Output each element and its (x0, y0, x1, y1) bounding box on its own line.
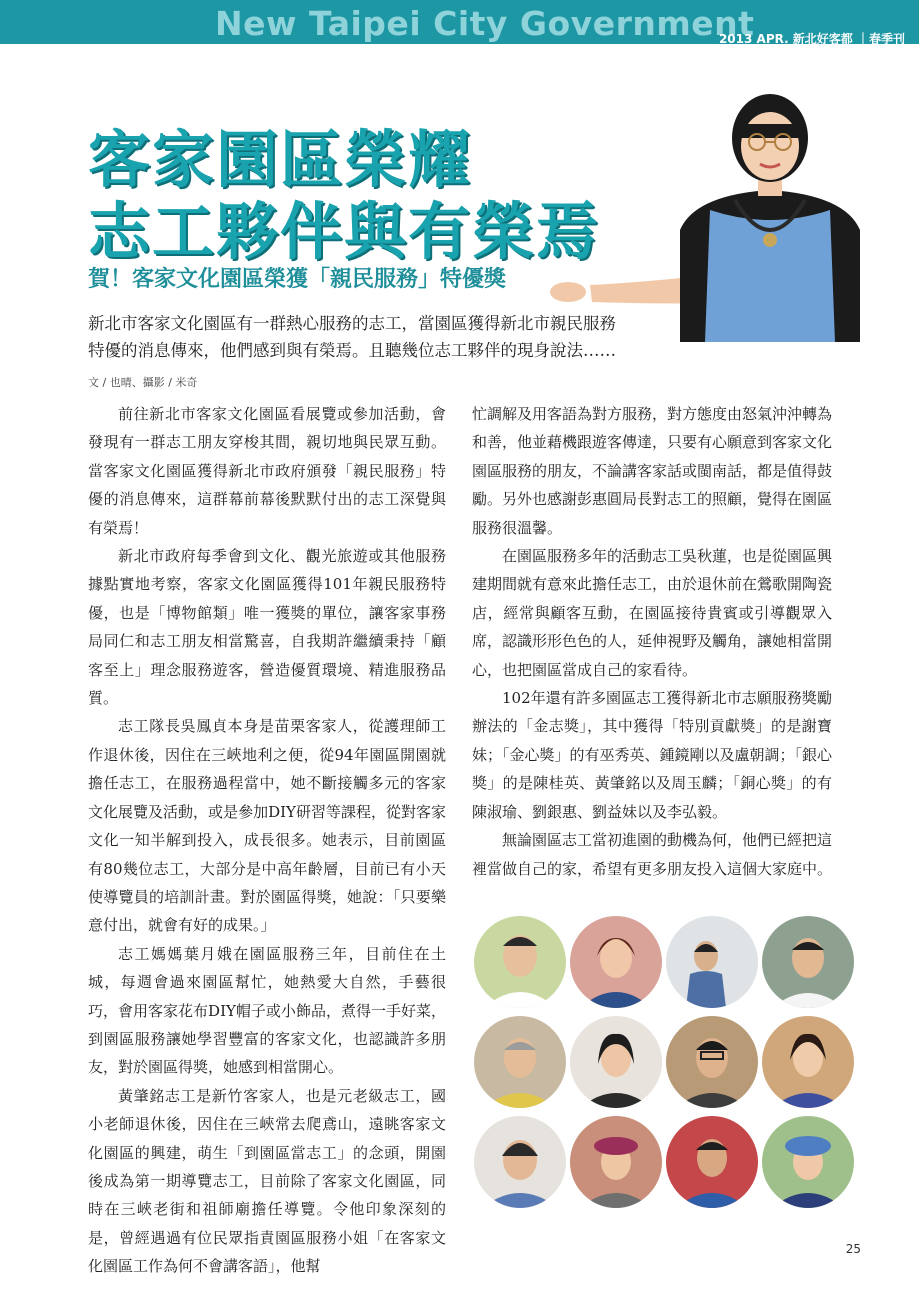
paragraph: 無論園區志工當初進園的動機為何，他們已經把這裡當做自己的家，希望有更多朋友投入這個大家庭中。 (472, 831, 833, 878)
volunteer-photo (570, 916, 662, 1008)
paragraph-continued: 忙調解及用客語為對方服務，對方態度由怒氣沖沖轉為和善，他並藉機跟遊客傳達，只要有心願意到客家文化園區服務的朋友，不論講客家話或閩南話，都是值得鼓勵。另外也感謝彭惠圓局長對志工的照顧，覺得在園區服務很溫馨。 (472, 405, 833, 537)
article-title-line-2: 志工夥伴與有榮焉 (88, 195, 601, 268)
volunteer-photo (666, 1016, 758, 1108)
volunteer-photo (762, 1016, 854, 1108)
masthead-bar (0, 0, 919, 44)
volunteer-photo (474, 916, 566, 1008)
article-title-line-1: 客家園區榮耀 (88, 123, 473, 196)
paragraph: 102年還有許多園區志工獲得新北市志願服務獎勵辦法的「金志獎」，其中獲得「特別貢獻獎」的是謝寶妹；「金心獎」的有巫秀英、鍾鏡剛以及盧朝調；「銀心獎」的是陳桂英、黃肇銘以及周玉麟；「銅心獎」的有陳淑瑜、劉銀惠、劉益妹以及李弘毅。 (472, 689, 833, 821)
volunteer-photo (666, 916, 758, 1008)
volunteer-photo (666, 1116, 758, 1208)
issue-label: 2013 APR. 新北好客都 ｜春季刊 (718, 32, 905, 46)
paragraph: 前往新北市客家文化園區看展覽或參加活動，會發現有一群志工朋友穿梭其間，親切地與民眾互動。當客家文化園區獲得新北市政府頒發「親民服務」特優的消息傳來，這群幕前幕後默默付出的志工深覺與有榮焉！ (88, 405, 446, 537)
article-subtitle: 賀！客家文化園區榮獲「親民服務」特優獎 (88, 267, 507, 292)
article-lead: 新北市客家文化園區有一群熱心服務的志工，當園區獲得新北市親民服務特優的消息傳來，他們感到與有榮焉。且聽幾位志工夥伴的現身說法…… (88, 314, 616, 360)
masthead-title: New Taipei City Government (215, 4, 755, 43)
paragraph: 黃肇銘志工是新竹客家人，也是元老級志工，國小老師退休後，因住在三峽常去爬鳶山，遠眺客家文化園區的興建，萌生「到園區當志工」的念頭，開園後成為第一期導覽志工，目前除了客家文化園區，同時在三峽老街和祖師廟擔任導覽。令他印象深刻的是，曾經遇過有位民眾指責園區服務小姐「在客家文化園區工作為何不會講客語」，他幫 (88, 1086, 446, 1276)
paragraph: 志工隊長吳鳳貞本身是苗栗客家人，從護理師工作退休後，因住在三峽地利之便，從94年園區開園就擔任志工，在服務過程當中，她不斷接觸多元的客家文化展覽及活動，或是參加DIY研習等課程，從對客家文化一知半解到投入，成長很多。她表示，目前園區有80幾位志工，大部分是中高年齡層，目前已有小天使導覽員的培訓計畫。對於園區得獎，她說：「只要樂意付出，就會有好的成果。」 (88, 717, 446, 935)
paragraph: 在園區服務多年的活動志工吳秋蓮，也是從園區興建期間就有意來此擔任志工，由於退休前在鶯歌開陶瓷店，經常與顧客互動，在園區接待貴賓或引導觀眾入席，認識形形色色的人，延伸視野及觸角，讓她相當開心，也把園區當成自己的家看待。 (472, 547, 833, 679)
right-column (472, 400, 832, 883)
article-credit: 文 / 也晴、攝影 / 米奇 (88, 376, 198, 389)
page-number: 25 (845, 1242, 861, 1256)
volunteer-photo (762, 1116, 854, 1208)
volunteer-photo (570, 1016, 662, 1108)
left-column (88, 400, 446, 1281)
volunteer-photo (474, 1116, 566, 1208)
volunteer-photo-grid (470, 912, 860, 1212)
paragraph: 志工媽媽葉月娥在園區服務三年，目前住在土城，每週會過來園區幫忙，她熱愛大自然，手藝很巧，會用客家花布DIY帽子或小飾品，煮得一手好菜，到園區服務讓她學習豐富的客家文化，也認識許多朋友，對於園區得獎，她感到相當開心。 (88, 944, 446, 1077)
volunteer-photo (762, 916, 854, 1008)
volunteer-leader-portrait (530, 80, 860, 342)
volunteer-photo (474, 1016, 566, 1108)
paragraph: 新北市政府每季會到文化、觀光旅遊或其他服務據點實地考察，客家文化園區獲得101年親民服務特優，也是「博物館類」唯一獲獎的單位，讓客家事務局同仁和志工朋友相當驚喜，自我期許繼續秉持「顧客至上」理念服務遊客，營造優質環境、精進服務品質。 (88, 547, 446, 708)
volunteer-photo (570, 1116, 662, 1208)
